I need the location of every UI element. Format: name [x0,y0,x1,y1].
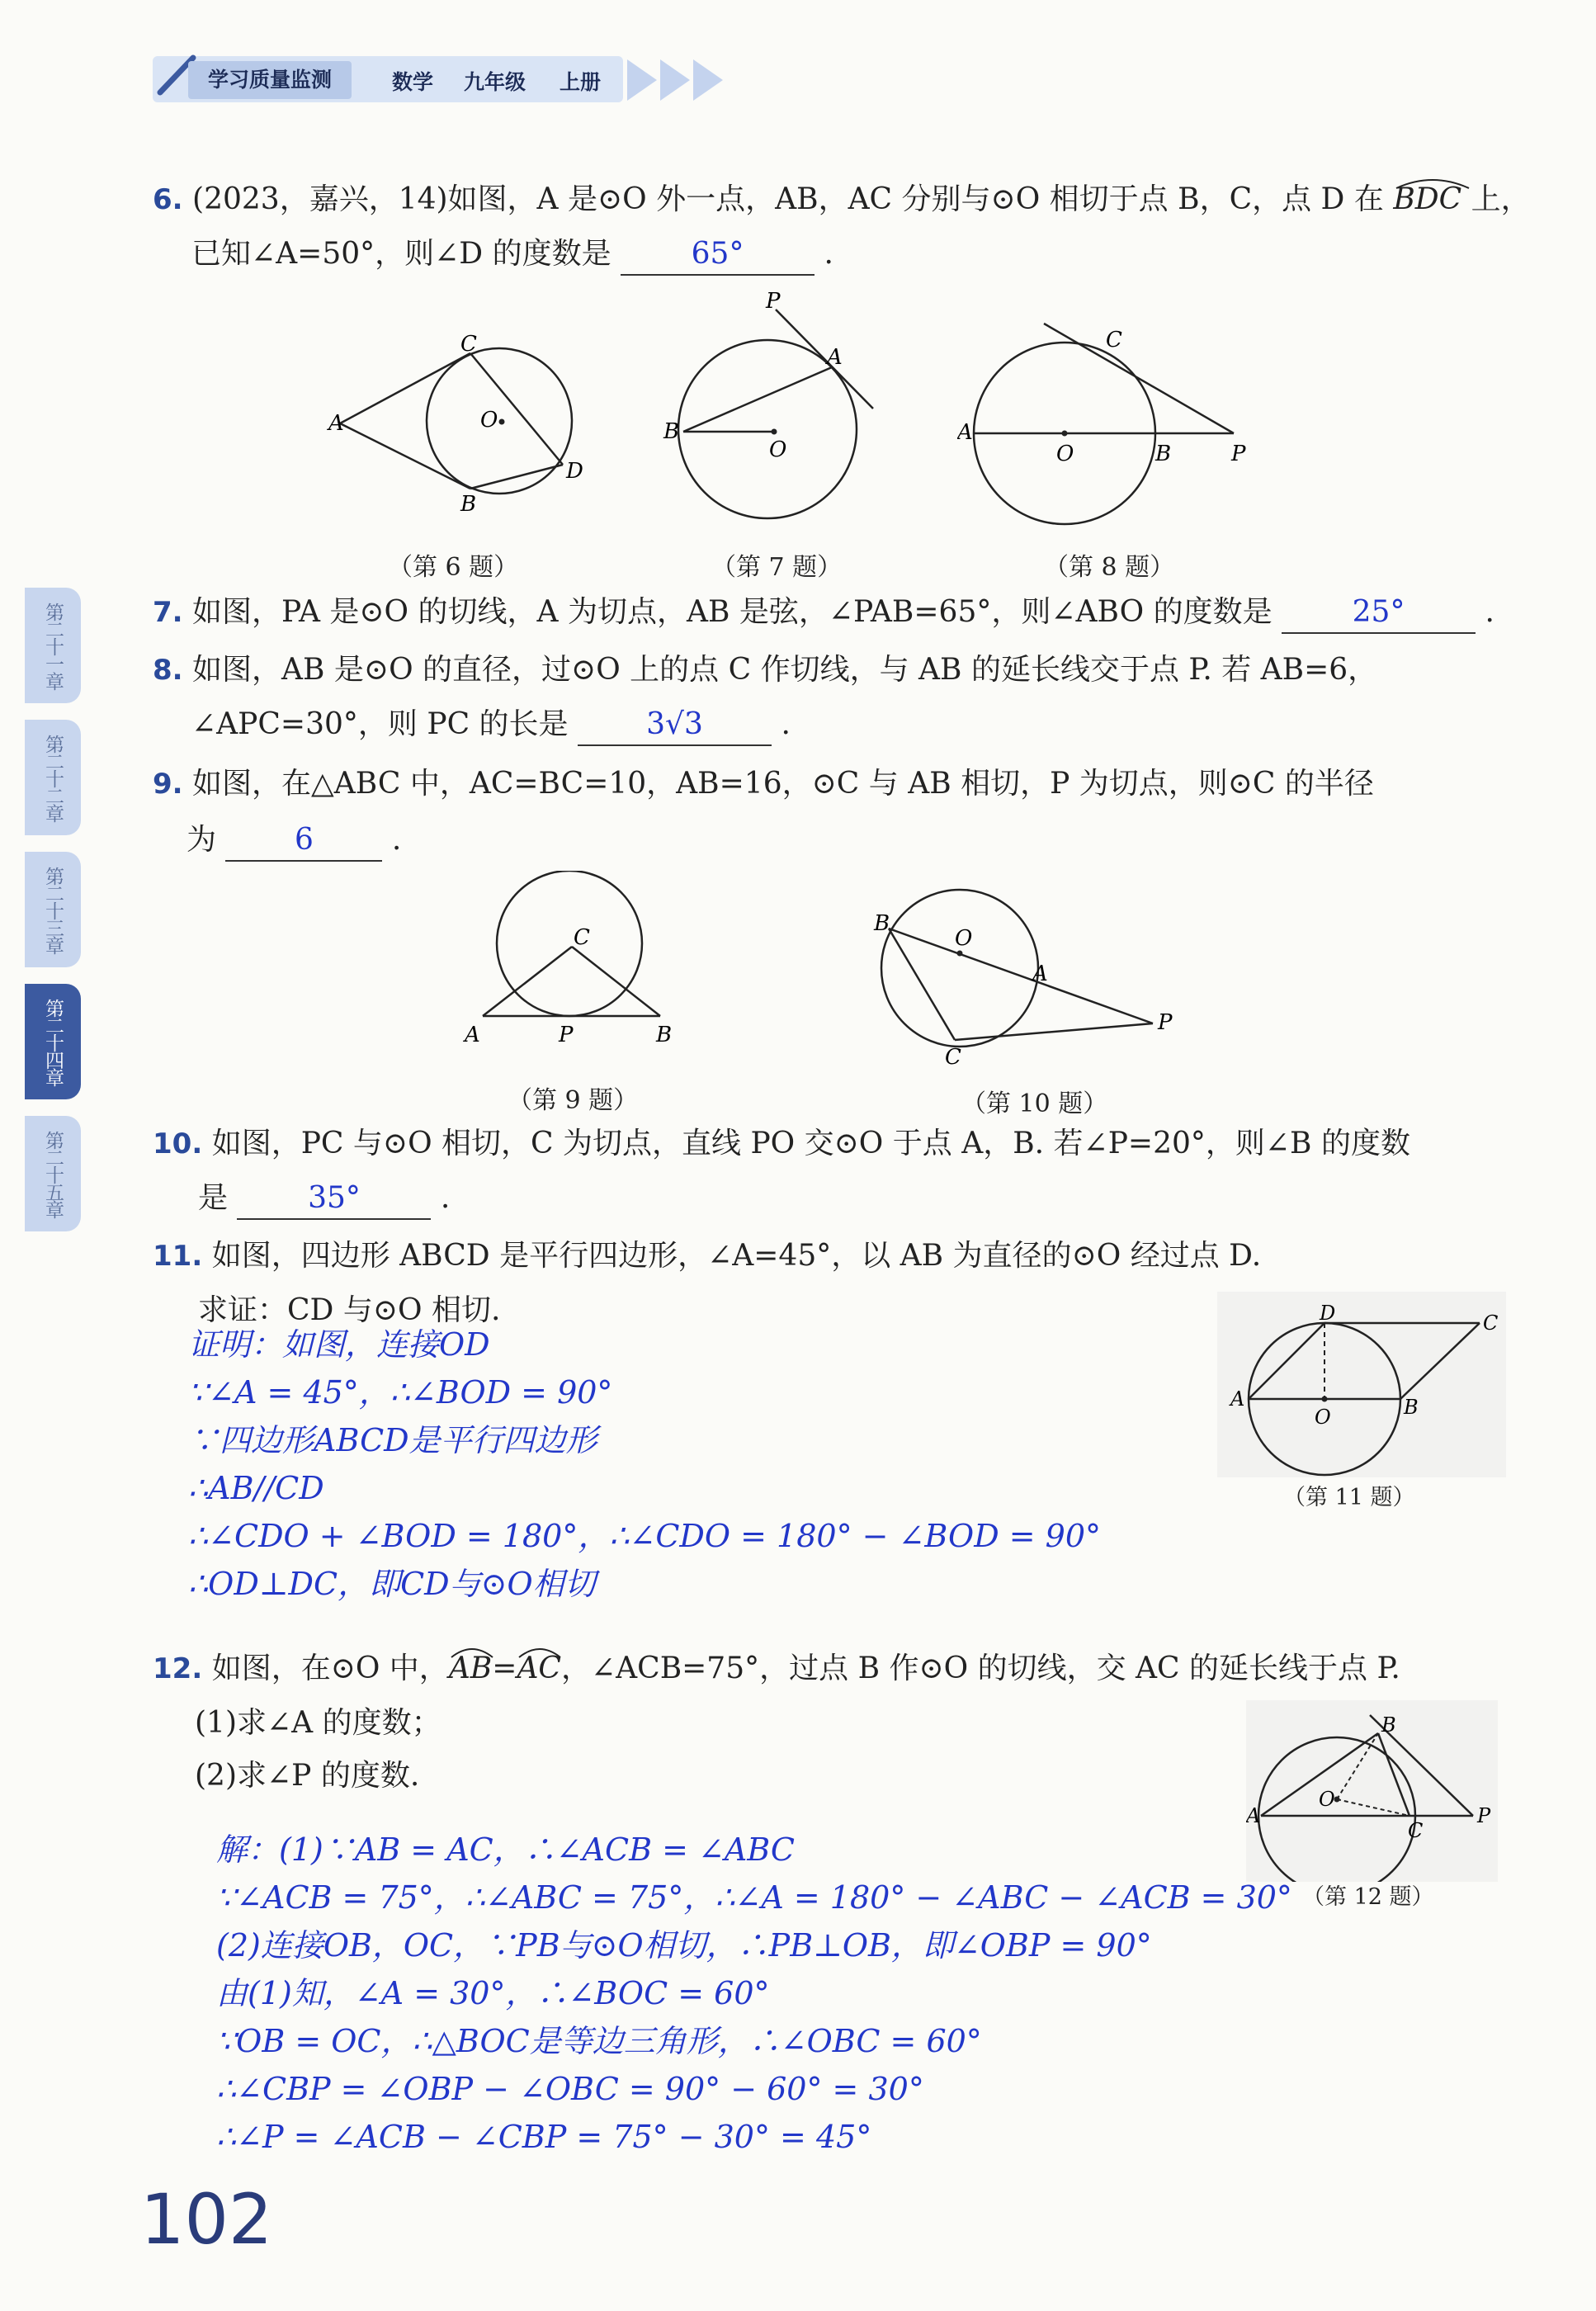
fig11-label-c: C [1483,1311,1499,1335]
q11-number: 11. [153,1240,203,1273]
fig8-caption: （第 8 题） [1044,553,1175,582]
fig6-chord-bd [470,465,563,489]
fig10-label-b: B [874,911,890,936]
fig12-label-b: B [1381,1713,1396,1737]
fig9-label-b: B [656,1023,673,1047]
q12-solution-line: ∵OB = OC，∴△BOC是等边三角形，∴∠OBC = 60° [216,2023,982,2059]
fig6-caption: （第 6 题） [388,553,519,582]
figure-10 [862,871,1184,1069]
fig7-label-p: P [766,289,781,314]
fig12-caption: （第 12 题） [1302,1884,1434,1910]
fig8-label-a: A [957,420,973,445]
q10-period: . [440,1181,451,1215]
figure-8 [957,314,1263,528]
q11-solution-line: ∵四边形ABCD是平行四边形 [188,1422,597,1458]
q11-prove: 求证：CD 与⊙O 相切. [198,1293,501,1327]
q12-solution [216,1826,1292,2161]
q12-solution-line: ∵∠ACB = 75°，∴∠ABC = 75°，∴∠A = 180° − ∠ABC − ∠ACB = 30° [216,1879,1292,1916]
q6-number: 6. [153,183,183,216]
fig8-tangent [1044,324,1234,433]
tab-chapter-24[interactable]: 第二十四章 [25,984,81,1099]
fig11-caption: （第 11 题） [1283,1485,1415,1510]
tab-chapter-22[interactable]: 第二十二章 [25,720,81,835]
fig10-label-a: A [1032,962,1048,986]
q9-line2 [187,820,401,862]
fig11-side-cb [1400,1323,1480,1399]
q7-line [153,593,1494,634]
q12-arc-ab: AB [449,1649,492,1689]
q8-line2 [191,705,791,746]
fig6-label-a: A [328,411,344,436]
q6-text-end: 上， [1471,182,1531,216]
q11-solution-line: 证明：如图，连接OD [188,1326,490,1363]
fig11-label-d: D [1320,1302,1336,1325]
q6-text: (2023，嘉兴，14)如图，A 是⊙O 外一点，AB，AC 分别与⊙O 相切于点 B，C，点 D 在 [192,182,1384,216]
q8-answer: 3√3 [578,705,772,746]
q8-question: ∠APC=30°，则 PC 的长是 [191,707,569,741]
fig12-ob-dashed [1337,1733,1378,1799]
fig6-center [499,419,505,425]
q10-number: 10. [153,1127,203,1160]
fig6-tangent-ac [340,353,470,423]
q8-period: . [781,707,791,741]
q10-text: 如图，PC 与⊙O 相切，C 为切点，直线 PO 交⊙O 于点 A，B. 若∠P=20°，则∠B 的度数 [211,1127,1410,1160]
fig6-label-b: B [460,492,477,517]
fig9-caption: （第 9 题） [508,1086,639,1115]
q12-number: 12. [153,1652,203,1685]
figure-6 [322,326,594,524]
fig7-label-b: B [663,419,680,444]
chevron-icon [693,59,723,101]
header-volume: 上册 [560,70,602,94]
q12-solution-line: ∴∠CBP = ∠OBP − ∠OBC = 90° − 60° = 30° [216,2071,924,2107]
fig10-tangent-cp [955,1023,1153,1040]
q8-text: 如图，AB 是⊙O 的直径，过⊙O 上的点 C 作切线，与 AB 的延长线交于点 P. 若 AB=6， [192,653,1378,687]
q6-period: . [824,237,833,271]
q11-text: 如图，四边形 ABCD 是平行四边形，∠A=45°，以 AB 为直径的⊙O 经过点 D. [211,1239,1262,1273]
q12-arc-ac: AC [517,1649,561,1689]
q12-equals: = [492,1652,517,1685]
q11-solution [188,1321,1101,1608]
q11-line1 [153,1236,1261,1276]
q7-question: 如图，PA 是⊙O 的切线，A 为切点，AB 是弦，∠PAB=65°，则∠ABO 的度数是 [192,595,1273,629]
fig8-label-p: P [1231,442,1246,466]
tab-chapter-25[interactable]: 第二十五章 [25,1116,81,1231]
q9-text: 如图，在△ABC 中，AC=BC=10，AB=16，⊙C 与 AB 相切，P 为切点，则⊙C 的半径 [192,767,1374,801]
chevron-icon [627,59,657,101]
q12-solution-line: 解：(1)∵AB = AC，∴∠ACB = ∠ABC [216,1831,795,1868]
fig9-circle [497,871,642,1016]
q12-solution-line: ∴∠P = ∠ACB − ∠CBP = 75° − 30° = 45° [216,2119,872,2155]
fig12-chord-bc [1378,1733,1409,1816]
fig7-tangent-pa [776,310,873,409]
fig11-label-a: A [1230,1387,1245,1411]
fig10-line-bp [889,929,1153,1023]
q12-text: 如图，在⊙O 中， [211,1652,449,1685]
figure-7 [652,285,891,524]
q9-question: 为 [187,823,217,857]
page-number: 102 [140,2179,273,2260]
q10-answer: 35° [237,1179,431,1220]
fig12-label-c: C [1408,1819,1424,1842]
q9-period: . [391,823,402,857]
q10-line2 [198,1179,450,1220]
q9-answer: 6 [225,820,382,862]
header-subject: 数学 [392,70,434,94]
q9-line1 [153,764,1374,804]
q8-line1 [153,650,1377,690]
q7-answer: 25° [1282,593,1476,634]
fig6-label-d: D [566,459,583,484]
q11-solution-line: ∵∠A = 45°，∴∠BOD = 90° [188,1374,613,1411]
header-grade: 九年级 [464,70,526,94]
q6-line1 [153,180,1531,220]
q12-sub1: (1)求∠A 的度数； [195,1706,441,1740]
q7-period: . [1485,595,1494,629]
fig9-label-c: C [574,925,590,950]
fig8-label-b: B [1155,442,1172,466]
fig10-caption: （第 10 题） [961,1089,1108,1118]
fig6-label-o: O [480,408,498,432]
tab-chapter-21[interactable]: 第二十一章 [25,588,81,703]
fig6-label-c: C [460,332,477,357]
fig7-center [772,429,777,435]
fig8-label-c: C [1106,328,1122,352]
fig7-caption: （第 7 题） [711,553,843,582]
fig11-label-b: B [1404,1396,1419,1419]
chevron-icon [660,59,690,101]
q11-solution-line: ∴OD⊥DC，即CD与⊙O相切 [188,1566,596,1602]
fig7-label-a: A [827,345,843,370]
fig8-label-o: O [1056,442,1074,466]
fig10-label-o: O [955,926,973,951]
tab-chapter-23[interactable]: 第二十三章 [25,852,81,967]
q11-solution-line: ∴∠CDO + ∠BOD = 180°，∴∠CDO = 180° − ∠BOD = 90° [188,1518,1102,1554]
fig11-side-ad [1249,1323,1324,1399]
fig7-chord-ab [683,367,832,432]
q6-question: 已知∠A=50°，则∠D 的度数是 [191,237,611,271]
figure-11 [1217,1292,1506,1477]
fig10-label-p: P [1158,1010,1173,1035]
q10-line1 [153,1124,1410,1164]
fig11-label-o: O [1315,1406,1331,1429]
fig10-circle [881,890,1038,1047]
fig12-label-o: O [1319,1788,1335,1811]
fig10-label-c: C [945,1045,961,1069]
fig9-side-ac [483,947,572,1016]
fig8-center [1062,431,1068,437]
fig9-label-a: A [465,1023,480,1047]
fig10-chord-bc [889,929,955,1040]
q12-solution-line: (2)连接OB，OC，∵PB与⊙O相切，∴PB⊥OB，即∠OBP = 90° [216,1927,1152,1964]
q10-question: 是 [198,1181,229,1215]
q7-number: 7. [153,596,183,629]
fig9-side-bc [572,947,660,1016]
q6-line2 [191,234,833,276]
q11-solution-line: ∴AB//CD [188,1470,324,1506]
q8-number: 8. [153,654,183,687]
fig6-tangent-ab [340,423,470,489]
q6-arc: BDC [1393,180,1461,220]
fig7-label-o: O [769,437,787,462]
fig12-label-p: P [1477,1804,1491,1827]
q12-sub2: (2)求∠P 的度数. [195,1759,420,1793]
header-tag: 学习质量监测 [188,61,352,99]
q12-line1 [153,1649,1400,1689]
q9-number: 9. [153,768,183,801]
fig9-label-p: P [559,1023,574,1047]
q12-solution-line: 由(1)知，∠A = 30°，∴∠BOC = 60° [216,1975,770,2011]
fig12-label-a: A [1246,1804,1261,1827]
fig12-oc-dashed [1337,1799,1409,1816]
figure-9 [458,871,706,1061]
q6-answer: 65° [621,234,815,276]
fig11-center [1322,1397,1328,1402]
q12-text-post: ，∠ACB=75°，过点 B 作⊙O 的切线，交 AC 的延长线于点 P. [560,1652,1400,1685]
fig10-center [957,951,963,957]
